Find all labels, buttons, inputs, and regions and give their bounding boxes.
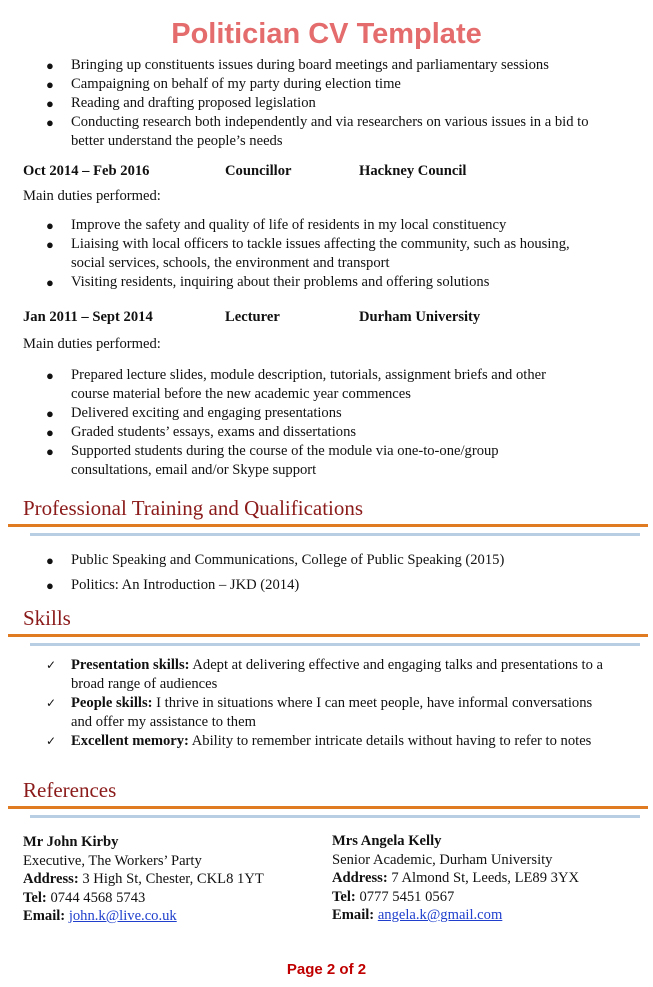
page-number: Page 2 of 2 [286, 961, 367, 978]
list-item: ● Politics: An Introduction – JKD (2014) [44, 573, 624, 598]
reference-name: Mr John Kirby [23, 834, 119, 850]
job-role: Councillor [225, 163, 292, 179]
bullet-icon: ● [46, 77, 54, 92]
duties-label: Main duties performed: [23, 188, 161, 204]
job-employer: Hackney Council [359, 163, 467, 179]
list-item: ● Improve the safety and quality of life of residents in my local constituency [46, 217, 507, 233]
section-divider [30, 643, 640, 646]
bullet-icon: ● [46, 368, 54, 383]
list-item: ● Delivered exciting and engaging presentations [46, 405, 342, 421]
reference-tel: Tel: 0744 4568 5743 [23, 889, 146, 906]
list-item: ✓ People skills: I thrive in situations where I can meet people, have informal conversations and offer my assistance to them [46, 695, 593, 730]
references-heading: References [23, 778, 117, 802]
intro-duties-list [44, 56, 604, 151]
list-item: ✓ Excellent memory: Ability to remember intricate details without having to refer to notes [46, 733, 592, 749]
section-divider [30, 533, 640, 536]
list-item: ✓ Presentation skills: Adept at delivering effective and engaging talks and presentations to a broad range of audiences [46, 657, 604, 692]
reference-card-kelly [332, 832, 642, 925]
list-item: ● Bringing up constituents issues during board meetings and parliamentary sessions [46, 57, 549, 73]
list-item: ● Campaigning on behalf of my party during election time [46, 76, 401, 92]
bullet-icon: ● [46, 425, 54, 440]
job-header-councillor [23, 162, 623, 181]
bullet-icon: ● [46, 218, 54, 233]
list-item: ● Liaising with local officers to tackle issues affecting the community, such as housing, social services, schools, the environment and transport [46, 236, 570, 271]
section-divider [8, 634, 648, 637]
bullet-icon: ● [46, 578, 54, 593]
reference-card-kirby [23, 833, 323, 926]
reference-name: Mrs Angela Kelly [332, 833, 442, 849]
section-divider [8, 806, 648, 809]
job-header-lecturer [23, 308, 623, 327]
reference-address: Address: 3 High St, Chester, CKL8 1YT [23, 871, 264, 887]
list-item: ● Public Speaking and Communications, College of Public Speaking (2015) [44, 548, 624, 573]
reference-tel: Tel: 0777 5451 0567 [332, 888, 455, 905]
lecturer-duties-list [44, 366, 564, 480]
email-link[interactable]: angela.k@gmail.com [377, 907, 503, 923]
bullet-icon: ● [46, 406, 54, 421]
reference-position: Senior Academic, Durham University [332, 851, 553, 868]
section-divider [8, 524, 648, 527]
job-employer: Durham University [359, 309, 481, 325]
section-divider [30, 815, 640, 818]
job-dates: Oct 2014 – Feb 2016 [23, 163, 150, 179]
bullet-icon: ● [46, 553, 54, 568]
job-role: Lecturer [225, 309, 280, 325]
training-heading: Professional Training and Qualifications [23, 496, 364, 520]
checkmark-icon: ✓ [46, 696, 57, 710]
reference-address: Address: 7 Almond St, Leeds, LE89 3YX [332, 870, 580, 886]
duties-label: Main duties performed: [23, 336, 161, 352]
checkmark-icon: ✓ [46, 658, 57, 672]
list-item: ● Supported students during the course of the module via one-to-one/group consultations, email and/or Skype support [46, 443, 499, 478]
bullet-icon: ● [46, 115, 54, 130]
document-title: Politician CV Template [171, 18, 482, 50]
bullet-icon: ● [46, 444, 54, 459]
bullet-icon: ● [46, 275, 54, 290]
skills-heading: Skills [23, 606, 71, 630]
bullet-icon: ● [46, 237, 54, 252]
training-list [44, 548, 624, 598]
job-dates: Jan 2011 – Sept 2014 [23, 309, 153, 325]
councillor-duties-list [44, 216, 574, 292]
list-item: ● Prepared lecture slides, module description, tutorials, assignment briefs and other course material before the new academic year commences [46, 367, 546, 402]
skills-list [44, 656, 604, 751]
bullet-icon: ● [46, 96, 54, 111]
email-link[interactable]: john.k@live.co.uk [68, 908, 177, 924]
list-item: ● Visiting residents, inquiring about their problems and offering solutions [46, 274, 490, 290]
reference-position: Executive, The Workers’ Party [23, 852, 202, 869]
checkmark-icon: ✓ [46, 734, 57, 748]
reference-email: Email: john.k@live.co.uk [23, 908, 177, 924]
list-item: ● Reading and drafting proposed legislation [46, 95, 316, 111]
bullet-icon: ● [46, 58, 54, 73]
list-item: ● Conducting research both independently and via researchers on various issues in a bid to better understand the people’s needs [46, 114, 589, 149]
list-item: ● Graded students’ essays, exams and dissertations [46, 424, 357, 440]
reference-email: Email: angela.k@gmail.com [332, 907, 503, 923]
